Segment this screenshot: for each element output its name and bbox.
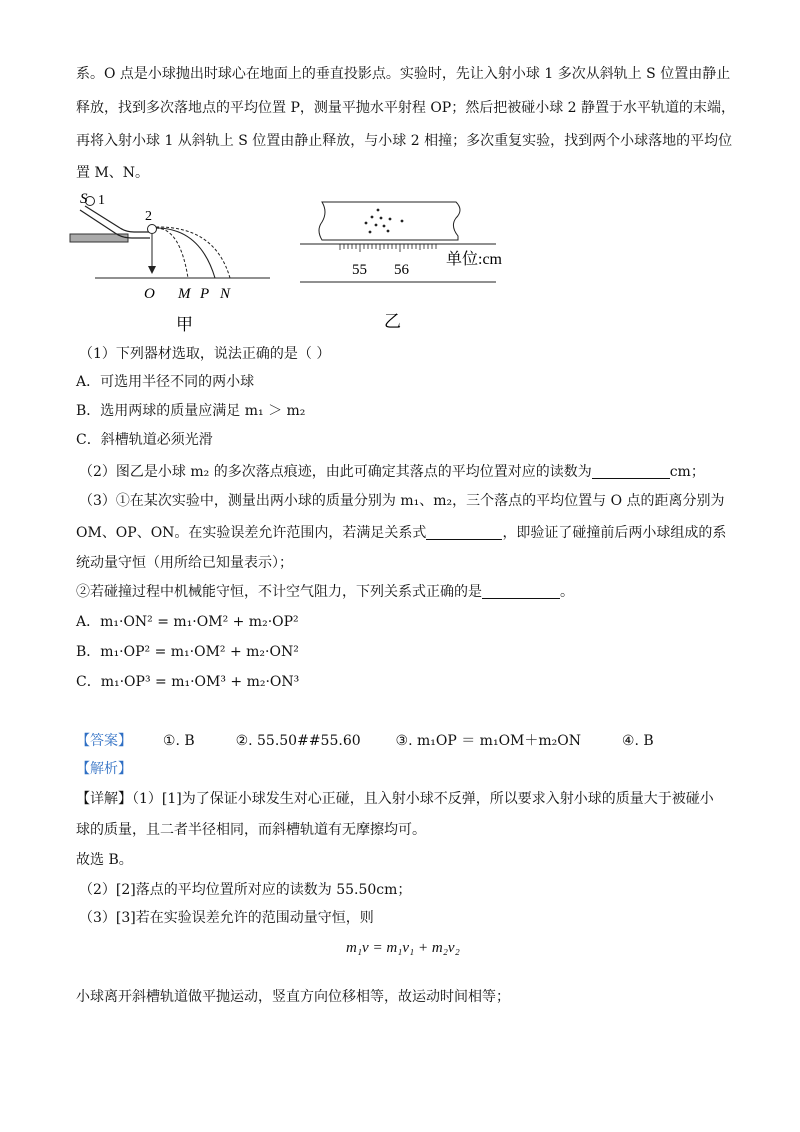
ruler-label-56: 56 xyxy=(394,262,409,278)
q3-line-4a: ②若碰撞过程中机械能守恒，不计空气阻力，下列关系式正确的是 xyxy=(76,584,482,600)
q3-option-c: C．m₁·OP³ = m₁·OM³ + m₂·ON³ xyxy=(76,674,300,690)
q3-line-2b: ，即验证了碰撞前后两小球组成的系 xyxy=(502,525,727,541)
intro-line-2: 释放，找到多次落地点的平均位置 P，测量平抛水平射程 OP；然后把被碰小球 2 静置于水平轨道的末端， xyxy=(76,100,736,116)
figure-jia xyxy=(60,188,290,338)
label-O: O xyxy=(144,286,155,302)
analysis-line-1 xyxy=(76,789,714,809)
label-ball-2: 2 xyxy=(145,209,152,224)
q2-line xyxy=(79,462,705,482)
q3-blank-1 xyxy=(426,525,502,540)
caption-jia: 甲 xyxy=(176,315,193,334)
analysis-p1-line1: （1）[1]为了保证小球发生对心正碰，且入射小球不反弹，所以要求入射小球的质量大于被碰小 xyxy=(132,791,714,807)
answer-2: ②. 55.50##55.60 xyxy=(235,733,361,749)
q3-line-1: （3）①在某次实验中，测量出两小球的质量分别为 m₁、m₂，三个落点的平均位置与 O 点的距离分别为 xyxy=(79,493,725,509)
q1-option-a: A．可选用半径不同的两小球 xyxy=(76,374,255,390)
q1-stem: （1）下列器材选取，说法正确的是（ ） xyxy=(79,346,331,362)
answer-1: ①. B xyxy=(162,733,195,749)
label-N: N xyxy=(220,286,231,302)
answer-line xyxy=(76,731,654,751)
unit-label: 单位:cm xyxy=(446,251,502,268)
q1-option-c: C．斜槽轨道必须光滑 xyxy=(76,432,213,448)
analysis-p1-line3: 故选 B。 xyxy=(76,852,133,868)
momentum-equation: m₁v = m₁v₁ + m₂v₂ xyxy=(346,940,460,956)
q3-line-4 xyxy=(76,582,574,602)
answer-tag: 【答案】 xyxy=(76,733,132,749)
analysis-tag: 【解析】 xyxy=(76,761,132,777)
analysis-p3: （3）[3]若在实验误差允许的范围动量守恒，则 xyxy=(79,910,374,926)
figure-yi xyxy=(296,196,516,334)
analysis-p2: （2）[2]落点的平均位置所对应的读数为 55.50cm； xyxy=(79,882,412,898)
q3-line-4b: 。 xyxy=(560,584,574,600)
label-P: P xyxy=(200,286,210,302)
answer-3: ③. m₁OP ＝ m₁OM＋m₂ON xyxy=(395,733,581,749)
label-S: S xyxy=(80,191,88,207)
q2-unit: cm； xyxy=(669,464,705,480)
q3-option-b: B．m₁·OP² = m₁·OM² + m₂·ON² xyxy=(76,644,299,660)
analysis-p1-line2: 球的质量，且二者半径相同，而斜槽轨道有无摩擦均可。 xyxy=(76,822,426,838)
intro-line-1: 系。O 点是小球抛出时球心在地面上的垂直投影点。实验时，先让入射小球 1 多次从斜轨上 S 位置由静止 xyxy=(76,66,731,82)
record-paper xyxy=(319,202,460,240)
q3-line-2a: OM、OP、ON。在实验误差允许范围内，若满足关系式 xyxy=(76,525,427,541)
q3-line-2 xyxy=(76,523,726,543)
label-ball-1: 1 xyxy=(98,193,105,208)
q3-line-3: 统动量守恒（用所给已知量表示）； xyxy=(76,555,293,571)
analysis-p4: 小球离开斜槽轨道做平抛运动，竖直方向位移相等，故运动时间相等； xyxy=(76,989,510,1005)
q2-blank xyxy=(592,464,670,479)
ball-2 xyxy=(148,225,157,234)
caption-yi: 乙 xyxy=(384,312,401,331)
intro-line-4: 置 M、N。 xyxy=(76,165,150,181)
q2-stem: （2）图乙是小球 m₂ 的多次落点痕迹，由此可确定其落点的平均位置对应的读数为 xyxy=(79,464,592,480)
answer-4: ④. B xyxy=(621,733,654,749)
q1-option-b: B．选用两球的质量应满足 m₁ ＞ m₂ xyxy=(76,403,306,419)
intro-line-3: 再将入射小球 1 从斜轨上 S 位置由静止释放，与小球 2 相撞；多次重复实验，找到两个小球落地的平均位 xyxy=(76,133,733,149)
ruler-label-55: 55 xyxy=(352,262,367,278)
detail-tag: 【详解】 xyxy=(76,791,132,807)
label-M: M xyxy=(178,286,191,302)
q3-blank-2 xyxy=(482,584,560,599)
q3-option-a: A．m₁·ON² = m₁·OM² + m₂·OP² xyxy=(76,614,299,630)
ruler-ticks xyxy=(340,244,436,252)
